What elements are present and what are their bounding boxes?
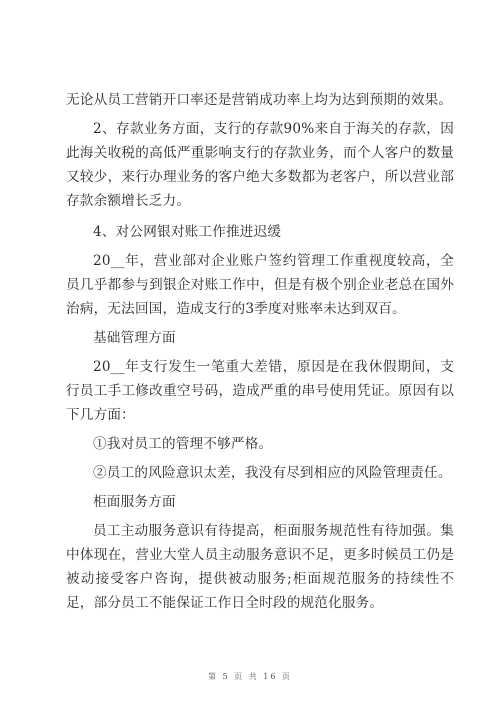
heading-basic-management: 基础管理方面 xyxy=(93,330,176,346)
subheading-online-banking: 4、对公网银对账工作推进迟缓 xyxy=(93,224,282,240)
document-body xyxy=(66,88,454,615)
page-number-footer: 第 5 页 共 16 页 xyxy=(208,672,292,681)
paragraph-service-awareness: 员工主动服务意识有待提高，柜面服务规范性有待加强。集中体现在，营业大堂人员主动服务意识不足，更多时候员工仍是被动接受客户咨询，提供被动服务;柜面规范服务的持续性不足，部分员工不能保证工作日全时段的规范化服务。 xyxy=(66,523,454,611)
paragraph-reconciliation: 20__年，营业部对企业账户签约管理工作重视度较高，全员几乎都参与到银企对账工作中，但是有极个别企业老总在国外治病，无法回国，造成支行的3季度对账率未达到双百。 xyxy=(66,253,454,317)
list-item-2: ②员工的风险意识太差，我没有尽到相应的风险管理责任。 xyxy=(93,465,452,481)
paragraph-major-error: 20__年支行发生一笔重大差错，原因是在我休假期间，支行员工手工修改重空号码，造成严重的串号使用凭证。原因有以下几方面： xyxy=(66,359,454,423)
heading-counter-service: 柜面服务方面 xyxy=(93,494,176,510)
paragraph-deposit-business: 2、存款业务方面，支行的存款90%来自于海关的存款，因此海关收税的高低严重影响支行的存款业务，而个人客户的数量又较少，来行办理业务的客户绝大多数都为老客户，所以营业部存款余额增长乏力。 xyxy=(66,121,454,209)
paragraph-continuation: 无论从员工营销开口率还是营销成功率上均为达到预期的效果。 xyxy=(66,92,453,108)
list-item-1: ①我对员工的管理不够严格。 xyxy=(93,436,273,452)
